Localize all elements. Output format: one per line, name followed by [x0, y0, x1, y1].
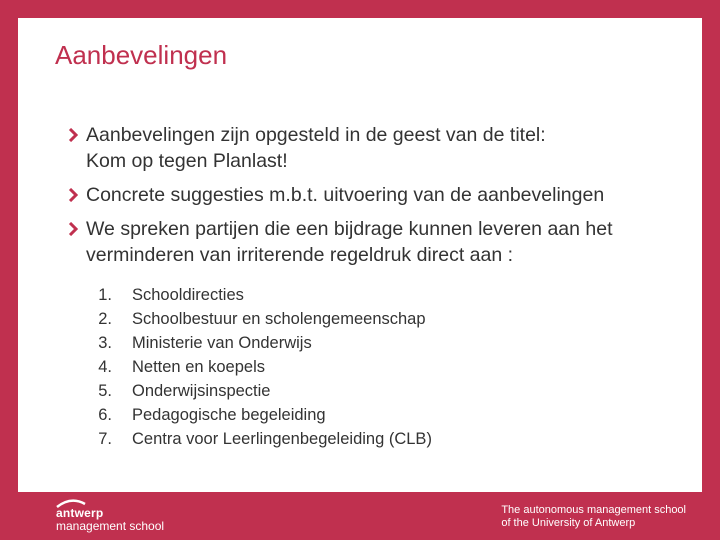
list-item [82, 307, 432, 331]
tagline-line2: of the University of Antwerp [501, 517, 636, 529]
bullet-line: Aanbevelingen zijn opgesteld in de geest van de titel: [86, 124, 546, 146]
list-item [82, 403, 432, 427]
list-item [82, 427, 432, 451]
bullet-line: Concrete suggesties m.b.t. uitvoering van de aanbevelingen [86, 184, 605, 206]
list-item-text: Ministerie van Onderwijs [132, 334, 312, 352]
tagline-line1: The autonomous management school [501, 504, 686, 516]
chevron-right-icon [68, 128, 78, 142]
list-item-number: 2. [98, 310, 112, 328]
list-item-text: Schooldirecties [132, 286, 244, 304]
bullet-line: verminderen van irriterende regeldruk direct aan : [86, 244, 514, 266]
bullet-list [66, 122, 696, 276]
slide-title: Aanbevelingen [55, 40, 228, 70]
logo-text-line2: management school [56, 519, 165, 533]
list-item [82, 331, 432, 355]
list-item-number: 1. [98, 286, 112, 304]
list-item-number: 7. [98, 430, 112, 448]
list-item-number: 6. [98, 406, 112, 424]
list-item-text: Netten en koepels [132, 358, 266, 376]
list-item [82, 283, 432, 307]
list-item-text: Centra voor Leerlingenbegeleiding (CLB) [132, 430, 432, 448]
list-item-text: Onderwijsinspectie [132, 382, 271, 400]
list-item-number: 5. [98, 382, 112, 400]
list-item-text: Schoolbestuur en scholengemeenschap [132, 310, 426, 328]
footer-tagline [501, 504, 686, 530]
list-item [82, 379, 432, 403]
chevron-right-icon [68, 222, 78, 236]
bullet-line: We spreken partijen die een bijdrage kunnen leveren aan het [86, 218, 613, 240]
chevron-right-icon [68, 188, 78, 202]
bullet-line: Kom op tegen Planlast! [86, 150, 288, 172]
bullet-item [66, 216, 696, 268]
bullet-item [66, 182, 696, 208]
list-item-text: Pedagogische begeleiding [132, 406, 326, 424]
numbered-list [82, 283, 432, 451]
list-item-number: 4. [98, 358, 112, 376]
bullet-item [66, 122, 696, 174]
slide-content-area [18, 18, 702, 492]
list-item [82, 355, 432, 379]
list-item-number: 3. [98, 334, 112, 352]
footer-bar [0, 492, 720, 540]
logo-text-line1: antwerp [56, 506, 104, 520]
